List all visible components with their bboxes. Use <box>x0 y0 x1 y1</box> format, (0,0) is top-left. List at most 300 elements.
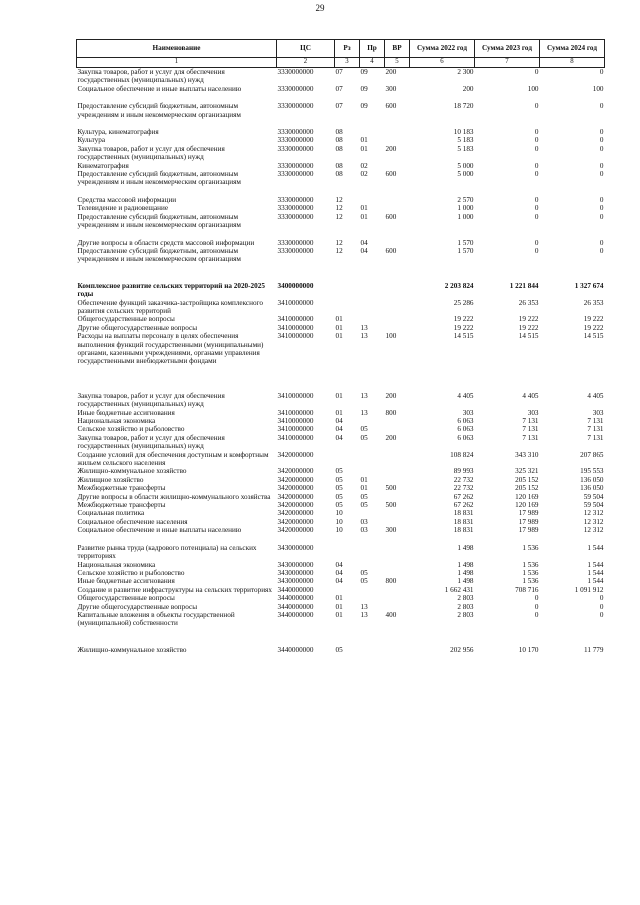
row-sum-2023-cell: 1 536 <box>522 568 539 577</box>
row-sum-2024-cell: 0 <box>599 238 604 247</box>
row-sum-2022-cell: 303 <box>462 408 474 417</box>
row-pr-cell <box>360 561 385 569</box>
row-name-cell: Создание и развитие инфраструктуры на сельских территориях <box>77 585 272 594</box>
row-sum-2024-cell: 0 <box>599 102 604 111</box>
row-sum-2022-cell: 1 498 <box>457 543 474 552</box>
table-row <box>77 299 605 316</box>
row-vr-cell <box>385 493 410 501</box>
row-pr-cell <box>360 128 385 136</box>
row-rz-cell <box>335 299 360 316</box>
row-pr-cell: 13 <box>360 391 368 400</box>
row-sum-2023-cell: 14 515 <box>518 332 539 341</box>
row-cs-cell: 3420000000 <box>277 509 314 518</box>
row-rz-cell <box>335 282 360 299</box>
table-row <box>77 204 605 212</box>
col-header-sum-2023: Сумма 2023 год <box>475 40 540 58</box>
spacer-cell <box>77 366 605 392</box>
row-pr-cell: 04 <box>360 246 368 255</box>
table-row <box>77 467 605 475</box>
row-vr-cell <box>385 315 410 323</box>
table-row <box>77 247 605 264</box>
row-cs-cell: 3420000000 <box>277 475 314 484</box>
col-number: 4 <box>360 58 385 68</box>
row-name-cell: Национальная экономика <box>77 417 156 425</box>
row-sum-2023-cell: 0 <box>534 136 539 145</box>
row-sum-2024-cell: 19 222 <box>583 315 604 324</box>
row-name-cell: Социальная политика <box>77 509 145 518</box>
row-vr-cell <box>385 509 410 517</box>
col-number: 8 <box>540 58 605 68</box>
row-rz-cell: 01 <box>335 332 343 341</box>
row-vr-cell: 300 <box>385 526 397 535</box>
row-cs-cell: 3420000000 <box>277 501 314 510</box>
row-sum-2024-cell: 12 312 <box>583 526 604 535</box>
row-vr-cell: 800 <box>385 577 397 586</box>
row-name-cell: Иные бюджетные ассигнования <box>77 577 175 586</box>
row-cs-cell: 3330000000 <box>277 195 314 204</box>
spacer-row <box>77 264 605 282</box>
row-name-cell: Создание условий для обеспечения доступным и комфортным жильем сельского населения <box>77 450 269 468</box>
col-number: 5 <box>385 58 410 68</box>
row-cs-cell: 3420000000 <box>277 517 314 526</box>
row-rz-cell: 08 <box>335 128 343 137</box>
row-sum-2022-cell: 202 956 <box>450 645 474 654</box>
row-vr-cell <box>385 476 410 484</box>
row-rz-cell: 01 <box>335 594 343 603</box>
row-cs-cell: 3410000000 <box>277 315 314 324</box>
row-name-cell: Расходы на выплаты персоналу в целях обеспечения выполнения функций государственными (муниципальными) органами, казенными учреждениями, органами управления государственными внебюджетными фондами <box>77 332 264 366</box>
row-sum-2024-cell: 0 <box>599 68 604 76</box>
row-vr-cell <box>385 467 410 475</box>
row-sum-2022-cell: 1 498 <box>457 560 474 569</box>
row-sum-2023-cell: 17 989 <box>518 517 539 526</box>
row-sum-2022-cell: 4 405 <box>457 391 474 400</box>
spacer-cell <box>77 93 605 102</box>
table-row <box>77 170 605 187</box>
row-rz-cell: 10 <box>335 517 343 526</box>
spacer-row <box>77 93 605 102</box>
row-name-cell: Закупка товаров, работ и услуг для обеспечения государственных (муниципальных) нужд <box>77 68 225 85</box>
table-row <box>77 128 605 136</box>
row-sum-2022-cell: 18 831 <box>453 509 474 518</box>
row-pr-cell: 09 <box>360 68 368 76</box>
row-cs-cell: 3330000000 <box>277 204 314 213</box>
row-name-cell: Закупка товаров, работ и услуг для обеспечения государственных (муниципальных) нужд <box>77 433 225 451</box>
row-rz-cell: 01 <box>335 315 343 324</box>
row-sum-2023-cell: 120 169 <box>515 501 539 510</box>
row-vr-cell <box>385 136 410 144</box>
table-row <box>77 282 605 299</box>
row-rz-cell: 01 <box>335 391 343 400</box>
row-cs-cell: 3330000000 <box>277 170 314 179</box>
table-row <box>77 501 605 509</box>
row-rz-cell: 01 <box>335 408 343 417</box>
row-pr-cell: 05 <box>360 568 368 577</box>
row-sum-2022-cell: 2 803 <box>457 602 474 611</box>
row-sum-2024-cell: 0 <box>599 246 604 255</box>
row-sum-2022-cell: 10 183 <box>453 128 474 137</box>
row-sum-2024-cell: 0 <box>599 204 604 213</box>
row-sum-2024-cell: 1 327 674 <box>574 281 604 290</box>
row-name-cell: Другие общегосударственные вопросы <box>77 323 198 332</box>
row-name-cell: Предоставление субсидий бюджетным, автономным учреждениям и иным некоммерческим организациям <box>77 212 241 230</box>
row-pr-cell: 05 <box>360 501 368 510</box>
row-sum-2022-cell: 67 262 <box>453 492 474 501</box>
row-pr-cell: 05 <box>360 433 368 442</box>
row-sum-2024-cell: 207 865 <box>580 450 604 459</box>
row-rz-cell: 04 <box>335 560 343 569</box>
row-pr-cell: 13 <box>360 323 368 332</box>
row-sum-2023-cell: 205 152 <box>515 475 539 484</box>
row-pr-cell <box>360 299 385 316</box>
row-cs-cell: 3410000000 <box>277 332 314 341</box>
spacer-row <box>77 535 605 544</box>
col-number: 2 <box>277 58 335 68</box>
row-pr-cell: 05 <box>360 425 368 434</box>
row-pr-cell <box>360 196 385 204</box>
row-sum-2023-cell: 708 716 <box>515 585 539 594</box>
row-vr-cell: 400 <box>385 610 397 619</box>
row-sum-2023-cell: 0 <box>534 161 539 170</box>
row-sum-2023-cell: 0 <box>534 246 539 255</box>
row-sum-2024-cell: 136 050 <box>580 484 604 493</box>
col-header-rz: Рз <box>335 40 360 58</box>
row-sum-2024-cell: 0 <box>599 602 604 611</box>
row-sum-2024-cell: 1 544 <box>587 543 604 552</box>
row-vr-cell: 200 <box>385 68 397 76</box>
row-rz-cell: 05 <box>335 645 343 654</box>
row-name-cell: Культура <box>77 136 106 145</box>
col-header-cs: ЦС <box>277 40 335 58</box>
row-pr-cell <box>360 646 385 654</box>
row-cs-cell: 3330000000 <box>277 102 314 111</box>
row-sum-2023-cell: 0 <box>534 594 539 603</box>
row-name-cell: Комплексное развитие сельских территорий на 2020-2025 годы <box>77 281 265 299</box>
row-name-cell: Жилищно-коммунальное хозяйство <box>77 645 187 654</box>
row-name-cell: Социальное обеспечение и иные выплаты населению <box>77 84 242 93</box>
row-pr-cell: 03 <box>360 517 368 526</box>
table-row <box>77 518 605 526</box>
row-sum-2022-cell: 6 063 <box>457 425 474 434</box>
row-cs-cell: 3440000000 <box>277 602 314 611</box>
row-name-cell: Развитие рынка труда (кадрового потенциала) на сельских территориях <box>77 543 257 561</box>
table-row <box>77 569 605 577</box>
row-cs-cell: 3330000000 <box>277 144 314 153</box>
spacer-cell <box>77 119 605 128</box>
spacer-row <box>77 187 605 196</box>
row-cs-cell: 3420000000 <box>277 450 314 459</box>
row-name-cell: Капитальные вложения в объекты государственной (муниципальной) собственности <box>77 610 235 628</box>
header-row <box>77 40 605 58</box>
table-row <box>77 239 605 247</box>
row-pr-cell: 02 <box>360 161 368 170</box>
row-vr-cell <box>385 425 410 433</box>
row-name-cell: Социальное обеспечение населения <box>77 517 188 526</box>
row-vr-cell <box>385 561 410 569</box>
row-cs-cell: 3330000000 <box>277 161 314 170</box>
row-vr-cell: 600 <box>385 170 397 179</box>
row-sum-2024-cell: 0 <box>599 136 604 145</box>
table-row <box>77 484 605 492</box>
col-header-vr: ВР <box>385 40 410 58</box>
row-sum-2022-cell: 14 515 <box>453 332 474 341</box>
table-row <box>77 102 605 119</box>
table-row <box>77 409 605 417</box>
row-cs-cell: 3400000000 <box>277 281 314 290</box>
row-sum-2024-cell: 14 515 <box>583 332 604 341</box>
row-sum-2022-cell: 22 732 <box>453 475 474 484</box>
row-sum-2022-cell: 89 993 <box>453 467 474 476</box>
row-vr-cell: 600 <box>385 212 397 221</box>
row-sum-2022-cell: 2 803 <box>457 594 474 603</box>
row-vr-cell <box>385 162 410 170</box>
row-rz-cell: 12 <box>335 195 343 204</box>
row-sum-2023-cell: 1 536 <box>522 543 539 552</box>
spacer-row <box>77 628 605 646</box>
row-sum-2022-cell: 1 570 <box>457 246 474 255</box>
row-sum-2023-cell: 0 <box>534 68 539 76</box>
row-cs-cell: 3430000000 <box>277 543 314 552</box>
spacer-cell <box>77 230 605 239</box>
row-pr-cell: 02 <box>360 170 368 179</box>
row-vr-cell <box>385 603 410 611</box>
row-pr-cell: 13 <box>360 602 368 611</box>
table-body <box>77 68 605 655</box>
row-sum-2024-cell: 136 050 <box>580 475 604 484</box>
row-sum-2023-cell: 100 <box>527 84 539 93</box>
row-sum-2023-cell: 0 <box>534 170 539 179</box>
row-vr-cell: 600 <box>385 102 397 111</box>
table-row <box>77 85 605 93</box>
row-sum-2023-cell: 19 222 <box>518 315 539 324</box>
row-name-cell: Сельское хозяйство и рыболовство <box>77 425 185 434</box>
row-cs-cell: 3330000000 <box>277 84 314 93</box>
row-rz-cell: 08 <box>335 136 343 145</box>
row-sum-2022-cell: 18 720 <box>453 102 474 111</box>
row-sum-2023-cell: 19 222 <box>518 323 539 332</box>
row-name-cell: Обеспечение функций заказчика-застройщика комплексного развития сельских территорий <box>77 298 263 315</box>
row-sum-2022-cell: 1 498 <box>457 568 474 577</box>
row-sum-2023-cell: 0 <box>534 610 539 619</box>
row-sum-2022-cell: 2 570 <box>457 195 474 204</box>
row-sum-2023-cell: 7 131 <box>522 425 539 434</box>
row-pr-cell: 05 <box>360 492 368 501</box>
row-sum-2024-cell: 0 <box>599 610 604 619</box>
page-number: 29 <box>315 3 325 13</box>
header-number-row <box>77 58 605 68</box>
row-vr-cell: 300 <box>385 84 397 93</box>
row-pr-cell: 09 <box>360 84 368 93</box>
row-vr-cell <box>385 569 410 577</box>
row-sum-2022-cell: 5 000 <box>457 170 474 179</box>
row-pr-cell: 05 <box>360 577 368 586</box>
row-pr-cell: 09 <box>360 102 368 111</box>
row-sum-2023-cell: 7 131 <box>522 433 539 442</box>
row-cs-cell: 3330000000 <box>277 68 314 76</box>
row-sum-2023-cell: 1 536 <box>522 577 539 586</box>
row-cs-cell: 3410000000 <box>277 433 314 442</box>
row-pr-cell <box>360 451 385 468</box>
table-row <box>77 392 605 409</box>
col-number: 3 <box>335 58 360 68</box>
row-rz-cell: 04 <box>335 577 343 586</box>
row-name-cell: Жилищно-коммунальное хозяйство <box>77 467 187 476</box>
row-name-cell: Национальная экономика <box>77 560 156 569</box>
col-header-name: Наименование <box>77 40 277 58</box>
row-rz-cell <box>335 586 360 594</box>
row-cs-cell: 3410000000 <box>277 391 314 400</box>
row-pr-cell <box>360 586 385 594</box>
row-pr-cell <box>360 544 385 561</box>
row-sum-2023-cell: 0 <box>534 238 539 247</box>
row-name-cell: Другие общегосударственные вопросы <box>77 602 198 611</box>
row-sum-2022-cell: 22 732 <box>453 484 474 493</box>
row-sum-2022-cell: 1 662 431 <box>444 585 474 594</box>
table-row <box>77 544 605 561</box>
row-pr-cell: 01 <box>360 144 368 153</box>
spacer-row <box>77 230 605 239</box>
row-vr-cell: 500 <box>385 484 397 493</box>
row-pr-cell <box>360 417 385 425</box>
row-sum-2024-cell: 12 312 <box>583 517 604 526</box>
row-name-cell: Общегосударственные вопросы <box>77 594 175 603</box>
row-pr-cell: 01 <box>360 484 368 493</box>
row-sum-2022-cell: 6 063 <box>457 417 474 425</box>
row-cs-cell: 3420000000 <box>277 484 314 493</box>
row-cs-cell: 3410000000 <box>277 417 314 425</box>
row-sum-2023-cell: 0 <box>534 144 539 153</box>
row-cs-cell: 3440000000 <box>277 645 314 654</box>
row-sum-2023-cell: 303 <box>527 408 539 417</box>
row-sum-2024-cell: 59 504 <box>583 501 604 510</box>
row-vr-cell <box>385 282 410 299</box>
table-row <box>77 213 605 230</box>
table-row <box>77 611 605 628</box>
row-name-cell: Кинематография <box>77 161 129 170</box>
table-row <box>77 526 605 534</box>
table-row <box>77 196 605 204</box>
row-vr-cell <box>385 594 410 602</box>
table-row <box>77 324 605 332</box>
row-sum-2024-cell: 4 405 <box>587 391 604 400</box>
row-vr-cell: 600 <box>385 246 397 255</box>
row-sum-2022-cell: 200 <box>462 84 474 93</box>
table-row <box>77 493 605 501</box>
row-sum-2022-cell: 18 831 <box>453 517 474 526</box>
row-sum-2024-cell: 7 131 <box>587 433 604 442</box>
table-row <box>77 315 605 323</box>
row-sum-2022-cell: 1 000 <box>457 204 474 213</box>
row-sum-2022-cell: 2 203 824 <box>444 281 474 290</box>
row-rz-cell <box>335 451 360 468</box>
spacer-row <box>77 366 605 392</box>
row-cs-cell: 3330000000 <box>277 136 314 145</box>
row-name-cell: Культура, кинематография <box>77 128 159 137</box>
row-sum-2024-cell: 303 <box>592 408 604 417</box>
row-cs-cell: 3420000000 <box>277 492 314 501</box>
row-vr-cell: 100 <box>385 332 397 341</box>
row-sum-2022-cell: 6 063 <box>457 433 474 442</box>
row-vr-cell <box>385 299 410 316</box>
row-cs-cell: 3440000000 <box>277 585 314 594</box>
row-sum-2024-cell: 7 131 <box>587 425 604 434</box>
row-cs-cell: 3330000000 <box>277 128 314 137</box>
table-row <box>77 577 605 585</box>
row-sum-2023-cell: 26 353 <box>518 298 539 307</box>
row-cs-cell: 3330000000 <box>277 238 314 247</box>
row-pr-cell: 01 <box>360 212 368 221</box>
table-row <box>77 476 605 484</box>
row-rz-cell: 04 <box>335 425 343 434</box>
row-vr-cell: 800 <box>385 408 397 417</box>
row-cs-cell: 3440000000 <box>277 610 314 619</box>
row-rz-cell <box>335 544 360 561</box>
row-rz-cell: 05 <box>335 484 343 493</box>
row-vr-cell <box>385 586 410 594</box>
table-row <box>77 646 605 654</box>
row-vr-cell <box>385 646 410 654</box>
row-sum-2023-cell: 120 169 <box>515 492 539 501</box>
row-name-cell: Иные бюджетные ассигнования <box>77 408 175 417</box>
row-sum-2022-cell: 5 183 <box>457 144 474 153</box>
row-sum-2024-cell: 0 <box>599 212 604 221</box>
row-vr-cell <box>385 518 410 526</box>
row-cs-cell: 3410000000 <box>277 298 314 307</box>
row-vr-cell <box>385 417 410 425</box>
row-sum-2022-cell: 2 803 <box>457 610 474 619</box>
row-sum-2023-cell: 0 <box>534 128 539 137</box>
row-sum-2024-cell: 26 353 <box>583 298 604 307</box>
row-name-cell: Межбюджетные трансферты <box>77 501 166 510</box>
table-row <box>77 136 605 144</box>
row-sum-2024-cell: 195 553 <box>580 467 604 476</box>
row-name-cell: Межбюджетные трансферты <box>77 484 166 493</box>
row-name-cell: Закупка товаров, работ и услуг для обеспечения государственных (муниципальных) нужд <box>77 144 225 162</box>
row-sum-2024-cell: 59 504 <box>583 492 604 501</box>
table-row <box>77 561 605 569</box>
row-vr-cell <box>385 239 410 247</box>
row-vr-cell: 200 <box>385 433 397 442</box>
row-pr-cell: 01 <box>360 204 368 213</box>
row-pr-cell <box>360 315 385 323</box>
row-sum-2022-cell: 2 300 <box>457 68 474 76</box>
table-row <box>77 425 605 433</box>
row-rz-cell: 07 <box>335 102 343 111</box>
row-sum-2023-cell: 1 536 <box>522 560 539 569</box>
row-sum-2024-cell: 0 <box>599 128 604 137</box>
table-row <box>77 509 605 517</box>
row-sum-2023-cell: 343 310 <box>515 450 539 459</box>
row-sum-2024-cell: 1 091 912 <box>574 585 604 594</box>
row-rz-cell: 10 <box>335 526 343 535</box>
row-name-cell: Общегосударственные вопросы <box>77 315 175 324</box>
row-rz-cell: 08 <box>335 144 343 153</box>
row-name-cell: Предоставление субсидий бюджетным, автономным учреждениям и иным некоммерческим организациям <box>77 170 241 187</box>
table-row <box>77 434 605 451</box>
budget-table <box>76 39 605 654</box>
row-sum-2022-cell: 67 262 <box>453 501 474 510</box>
spacer-cell <box>77 187 605 196</box>
row-cs-cell: 3330000000 <box>277 246 314 255</box>
table-row <box>77 603 605 611</box>
col-header-sum-2024: Сумма 2024 год <box>540 40 605 58</box>
row-name-cell: Закупка товаров, работ и услуг для обеспечения государственных (муниципальных) нужд <box>77 391 225 409</box>
row-vr-cell: 200 <box>385 391 397 400</box>
table-row <box>77 451 605 468</box>
spacer-cell <box>77 628 605 646</box>
col-header-sum-2022: Сумма 2022 год <box>410 40 475 58</box>
row-vr-cell <box>385 544 410 561</box>
